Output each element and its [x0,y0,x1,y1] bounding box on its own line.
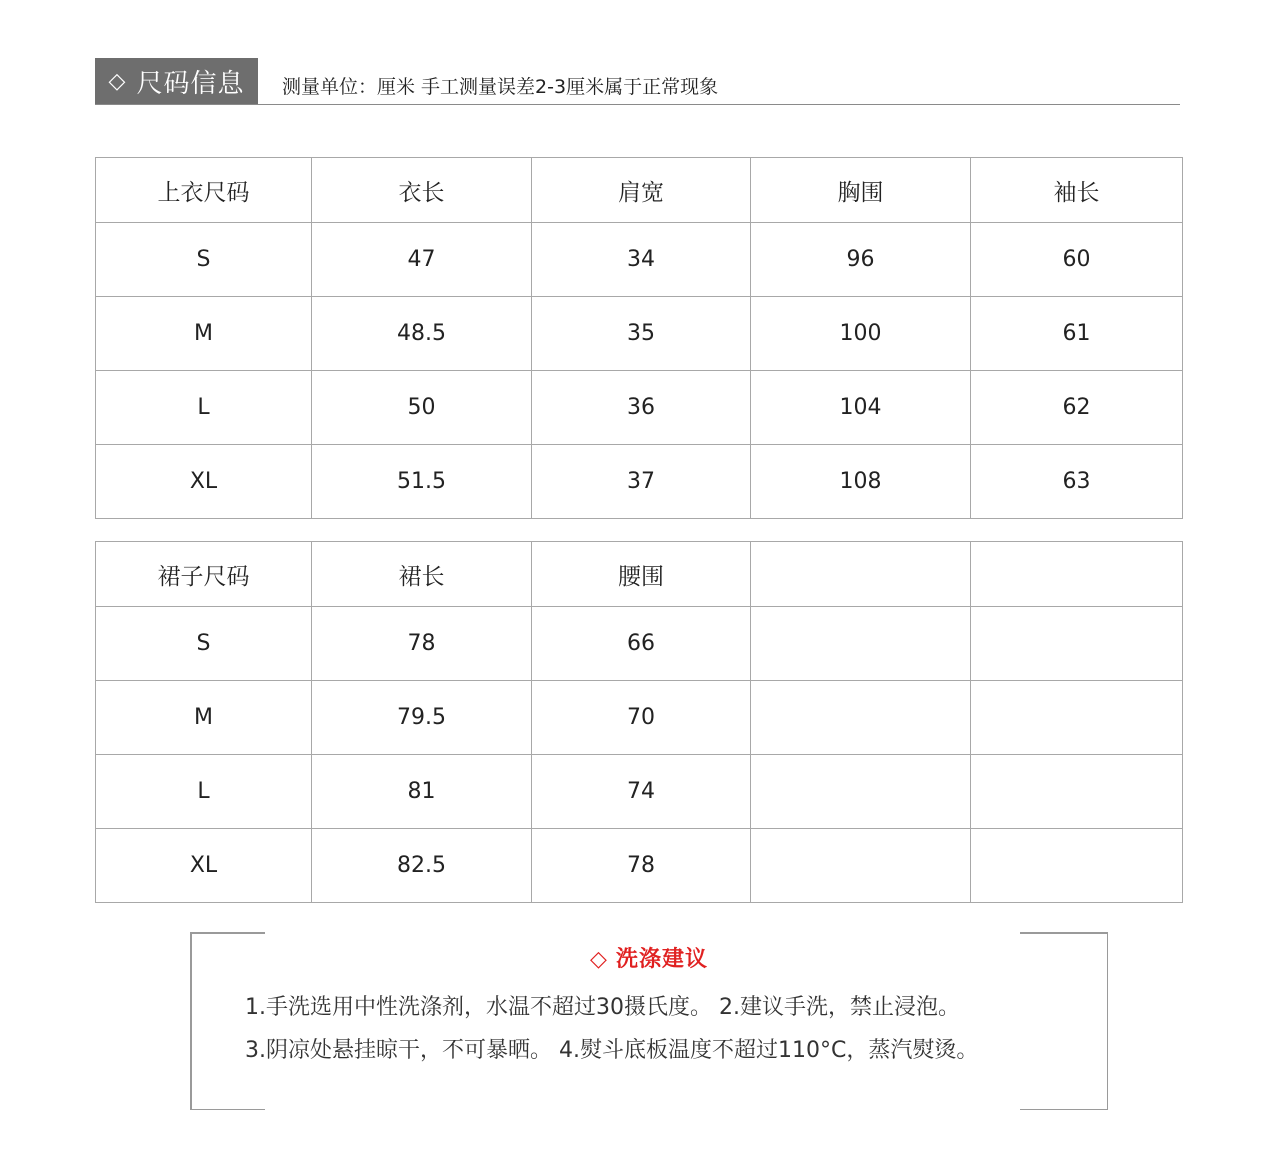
size-cell: XL [96,829,312,903]
size-cell: L [96,755,312,829]
care-instructions-box [190,932,1108,1110]
table-row [96,223,1183,297]
value-cell: 63 [971,445,1183,519]
measurement-note: 测量单位：厘米 手工测量误差2-3厘米属于正常现象 [282,76,719,98]
table-row [96,755,1183,829]
table-row [96,829,1183,903]
size-cell: S [96,607,312,681]
table-row [96,445,1183,519]
header-cell [751,542,971,607]
header-cell: 裙长 [312,542,532,607]
value-cell: 51.5 [312,445,532,519]
care-line: 3.阴凉处悬挂晾干，不可暴晒。 4.熨斗底板温度不超过110°C，蒸汽熨烫。 [245,1038,979,1063]
value-cell: 66 [532,607,751,681]
value-cell: 108 [751,445,971,519]
value-cell: 81 [312,755,532,829]
header-cell: 上衣尺码 [96,158,312,223]
care-title [190,942,1108,973]
care-box-top-right-corner [1020,932,1108,934]
value-cell [751,829,971,903]
value-cell: 34 [532,223,751,297]
value-cell: 78 [532,829,751,903]
value-cell: 35 [532,297,751,371]
value-cell [971,607,1183,681]
skirt-table-header-row [96,542,1183,607]
value-cell: 70 [532,681,751,755]
table-row [96,297,1183,371]
care-title-text: 洗涤建议 [615,947,708,972]
value-cell: 104 [751,371,971,445]
value-cell: 61 [971,297,1183,371]
value-cell: 74 [532,755,751,829]
value-cell [971,681,1183,755]
care-line: 1.手洗选用中性洗涤剂，水温不超过30摄氏度。 2.建议手洗，禁止浸泡。 [245,995,960,1020]
value-cell: 100 [751,297,971,371]
header-cell: 腰围 [532,542,751,607]
size-cell: XL [96,445,312,519]
header-cell: 肩宽 [532,158,751,223]
size-cell: S [96,223,312,297]
size-info-tag [95,58,258,104]
value-cell [751,755,971,829]
table-row [96,607,1183,681]
value-cell: 79.5 [312,681,532,755]
value-cell: 82.5 [312,829,532,903]
value-cell: 60 [971,223,1183,297]
value-cell [971,829,1183,903]
care-box-top-left-corner [190,932,265,934]
care-box-bottom-left-corner [190,1109,265,1111]
diamond-icon: ◇ [590,947,608,972]
value-cell [751,607,971,681]
table-row [96,681,1183,755]
size-cell: M [96,681,312,755]
top-size-table [95,157,1183,519]
value-cell [751,681,971,755]
value-cell [971,755,1183,829]
skirt-size-table [95,541,1183,903]
size-info-title: 尺码信息 [136,68,245,99]
size-cell: M [96,297,312,371]
care-box-bottom-right-corner [1020,1109,1108,1111]
value-cell: 48.5 [312,297,532,371]
value-cell: 50 [312,371,532,445]
value-cell: 96 [751,223,971,297]
header-cell [971,542,1183,607]
diamond-icon: ◇ [108,68,127,94]
header-cell: 衣长 [312,158,532,223]
value-cell: 36 [532,371,751,445]
top-table-header-row [96,158,1183,223]
header-cell: 胸围 [751,158,971,223]
value-cell: 78 [312,607,532,681]
value-cell: 62 [971,371,1183,445]
size-info-header [95,58,1180,105]
value-cell: 47 [312,223,532,297]
header-cell: 裙子尺码 [96,542,312,607]
size-cell: L [96,371,312,445]
table-row [96,371,1183,445]
value-cell: 37 [532,445,751,519]
header-cell: 袖长 [971,158,1183,223]
